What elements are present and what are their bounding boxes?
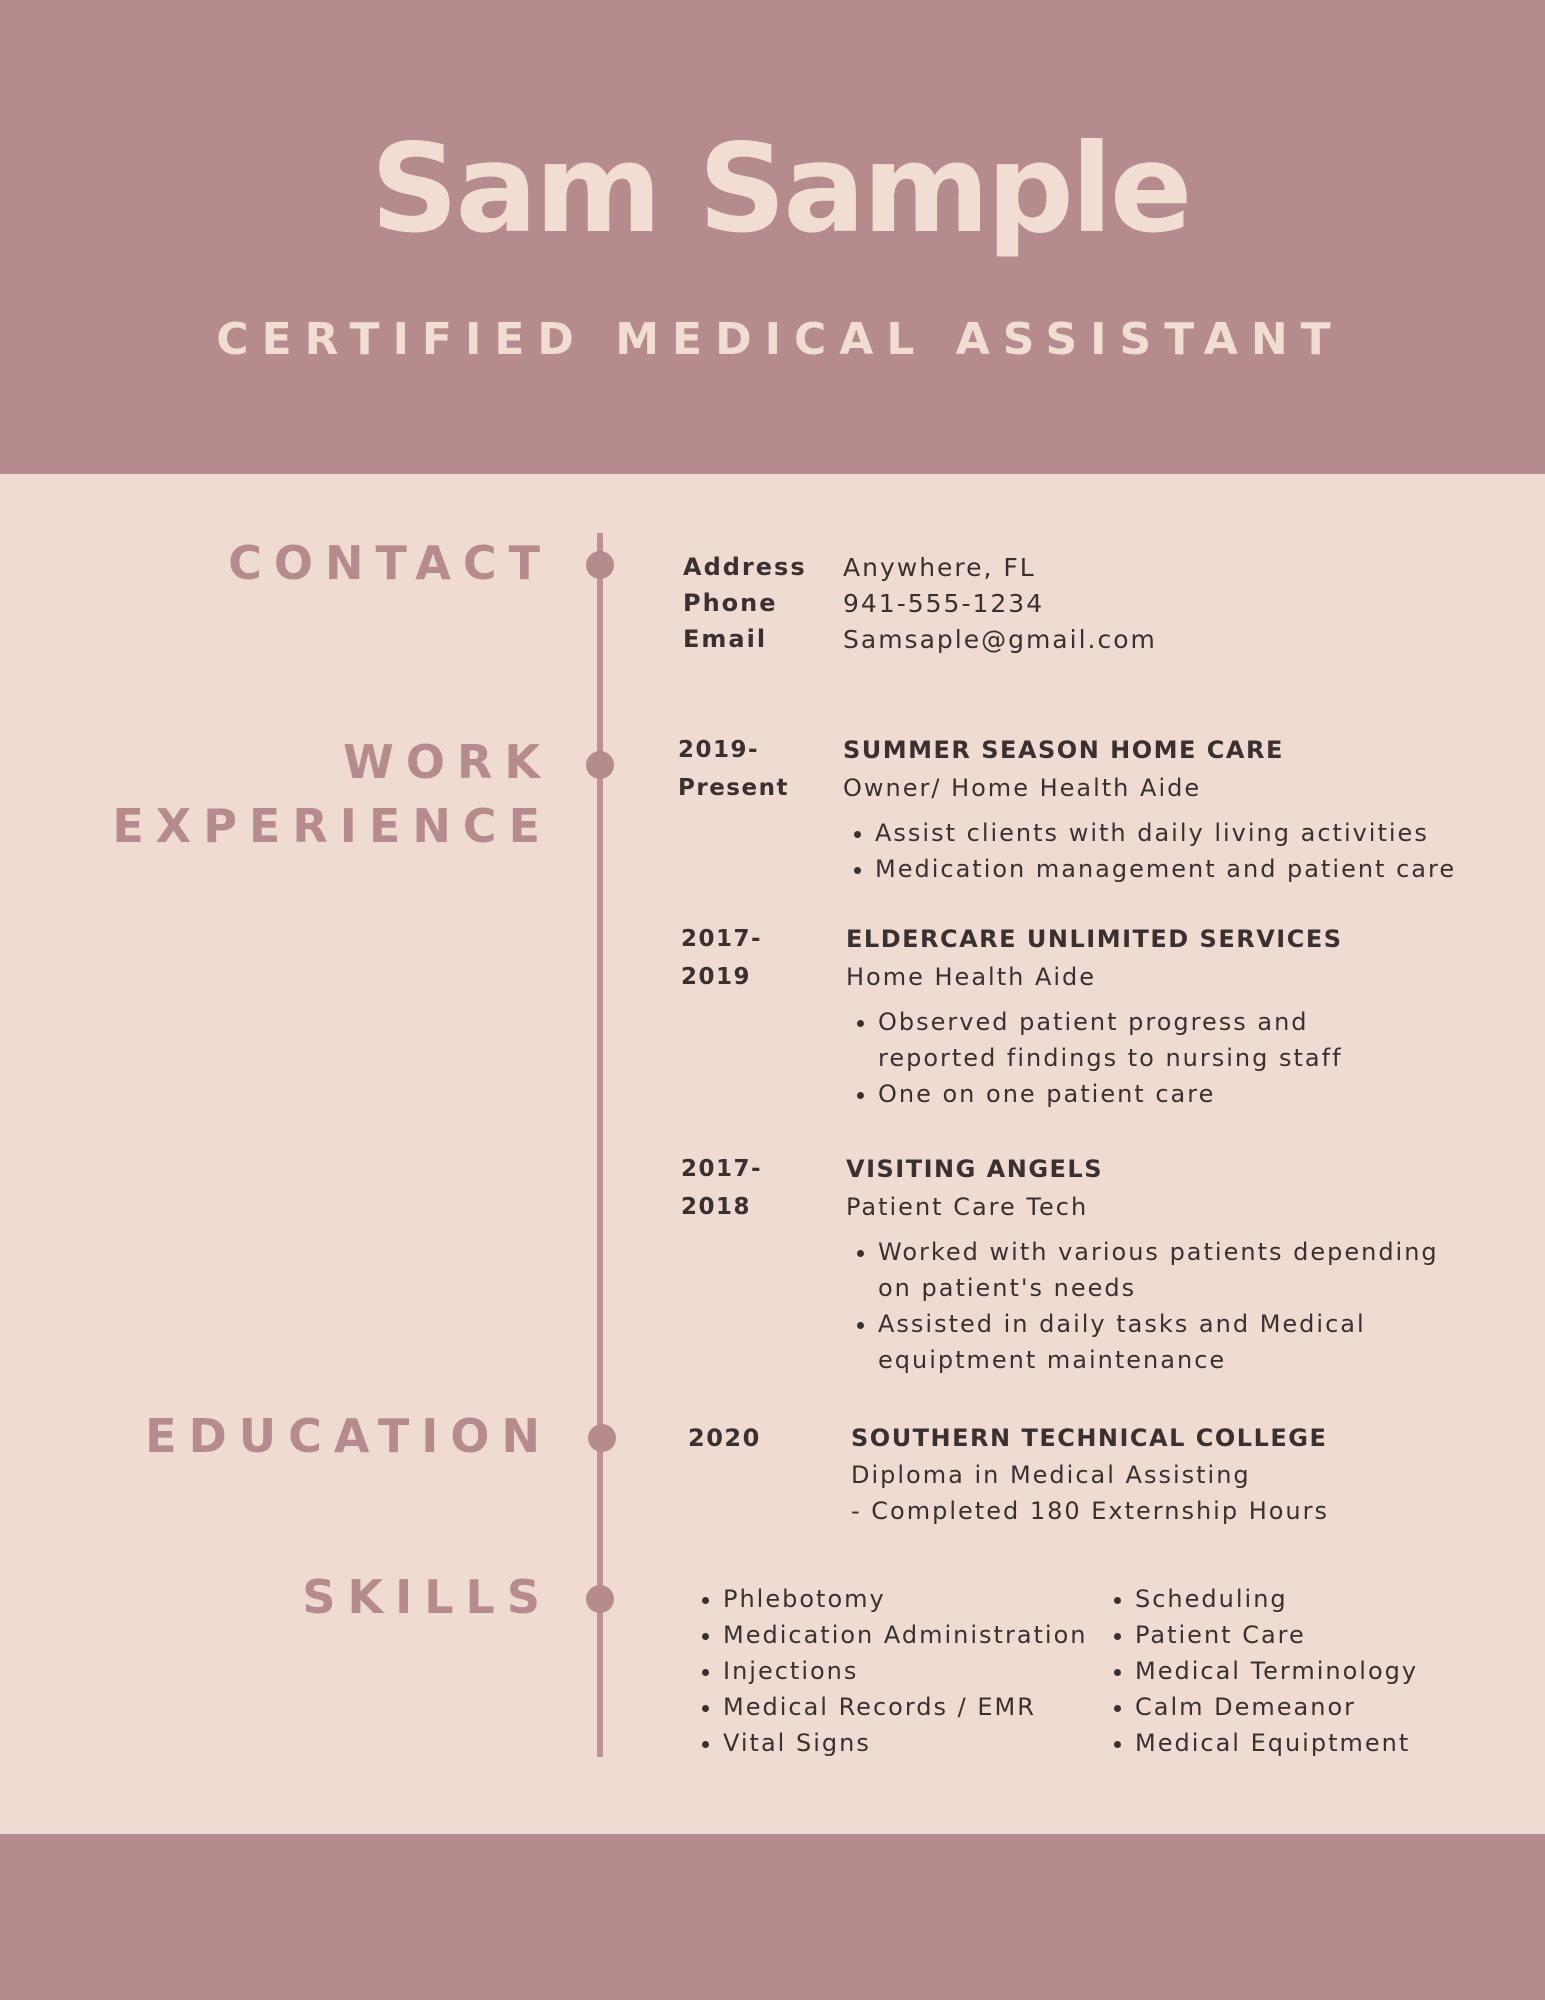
job-details xyxy=(843,731,1483,887)
section-heading-work-line2: EXPERIENCE xyxy=(112,799,552,853)
education-details xyxy=(851,1419,1491,1529)
job-details xyxy=(846,1150,1486,1378)
candidate-name: Sam Sample xyxy=(370,118,1190,260)
contact-row-phone xyxy=(683,585,1157,621)
timeline-line xyxy=(597,533,603,1757)
skills-list-right xyxy=(1103,1581,1418,1761)
job-bullet: • Assist clients with daily living activities xyxy=(875,815,1483,851)
job-company: SUMMER SEASON HOME CARE xyxy=(843,736,1284,764)
job-date-end: Present xyxy=(678,775,789,801)
section-heading-skills-text: SKILLS xyxy=(302,1570,552,1624)
job-details xyxy=(846,920,1486,1112)
skill-item: • Vital Signs xyxy=(723,1725,1088,1761)
skill-item: • Medication Administration xyxy=(723,1617,1088,1653)
section-heading-contact-text: CONTACT xyxy=(228,536,552,590)
skill-item: • Medical Terminology xyxy=(1135,1653,1418,1689)
skills-list-left xyxy=(691,1581,1088,1761)
job-bullet: • Observed patient progress and reported findings to nursing staff xyxy=(878,1004,1398,1076)
contact-label: Address xyxy=(683,553,807,581)
job-bullets xyxy=(843,815,1483,887)
job-date-range: 2017-2018 xyxy=(681,1156,763,1220)
education-degree: Diploma in Medical Assisting xyxy=(851,1461,1251,1489)
skill-item: • Phlebotomy xyxy=(723,1581,1088,1617)
contact-row-address xyxy=(683,549,1157,585)
job-bullet: • Assisted in daily tasks and Medical equiptment maintenance xyxy=(878,1306,1468,1378)
contact-value: Samsaple@gmail.com xyxy=(843,624,1157,654)
section-heading-work-experience xyxy=(112,730,552,858)
skill-item: • Injections xyxy=(723,1653,1088,1689)
job-bullet: • One on one patient care xyxy=(878,1076,1398,1112)
contact-label: Email xyxy=(683,625,768,653)
job-role: Owner/ Home Health Aide xyxy=(843,774,1202,802)
section-heading-education xyxy=(145,1404,552,1468)
skill-item: • Calm Demeanor xyxy=(1135,1689,1418,1725)
timeline-dot-work xyxy=(586,751,614,779)
job-date-start: 2019- xyxy=(678,737,760,763)
education-year: 2020 xyxy=(688,1424,761,1452)
timeline-dot-education xyxy=(588,1424,616,1452)
job-title: CERTIFIED MEDICAL ASSISTANT xyxy=(216,314,1344,365)
contact-details xyxy=(683,549,1157,657)
job-bullet: • Worked with various patients depending on patient's needs xyxy=(878,1234,1468,1306)
contact-value: 941-555-1234 xyxy=(843,588,1045,618)
timeline-dot-skills xyxy=(586,1585,614,1613)
job-company: VISITING ANGELS xyxy=(846,1155,1103,1183)
job-company: ELDERCARE UNLIMITED SERVICES xyxy=(846,925,1343,953)
section-heading-skills xyxy=(302,1565,552,1629)
contact-row-email xyxy=(683,621,1157,657)
education-school: SOUTHERN TECHNICAL COLLEGE xyxy=(851,1424,1328,1452)
section-heading-education-text: EDUCATION xyxy=(145,1409,552,1463)
skill-item: • Patient Care xyxy=(1135,1617,1418,1653)
job-dates xyxy=(678,731,828,807)
job-bullets xyxy=(846,1004,1398,1112)
job-date-range: 2017-2019 xyxy=(681,926,763,990)
footer-band xyxy=(0,1834,1545,2000)
header-band xyxy=(0,0,1545,474)
job-role: Patient Care Tech xyxy=(846,1193,1089,1221)
job-bullets xyxy=(846,1234,1468,1378)
timeline-dot-contact xyxy=(586,551,614,579)
skill-item: • Scheduling xyxy=(1135,1581,1418,1617)
section-heading-work-line1: WORK xyxy=(343,735,552,789)
job-role: Home Health Aide xyxy=(846,963,1097,991)
job-dates xyxy=(681,1150,831,1226)
contact-value: Anywhere, FL xyxy=(843,552,1036,582)
job-bullet: • Medication management and patient care xyxy=(875,851,1483,887)
skill-item: • Medical Records / EMR xyxy=(723,1689,1088,1725)
education-note: - Completed 180 Externship Hours xyxy=(851,1497,1330,1525)
section-heading-contact xyxy=(228,531,552,595)
contact-label: Phone xyxy=(683,589,778,617)
skill-item: • Medical Equiptment xyxy=(1135,1725,1418,1761)
job-dates xyxy=(681,920,831,996)
